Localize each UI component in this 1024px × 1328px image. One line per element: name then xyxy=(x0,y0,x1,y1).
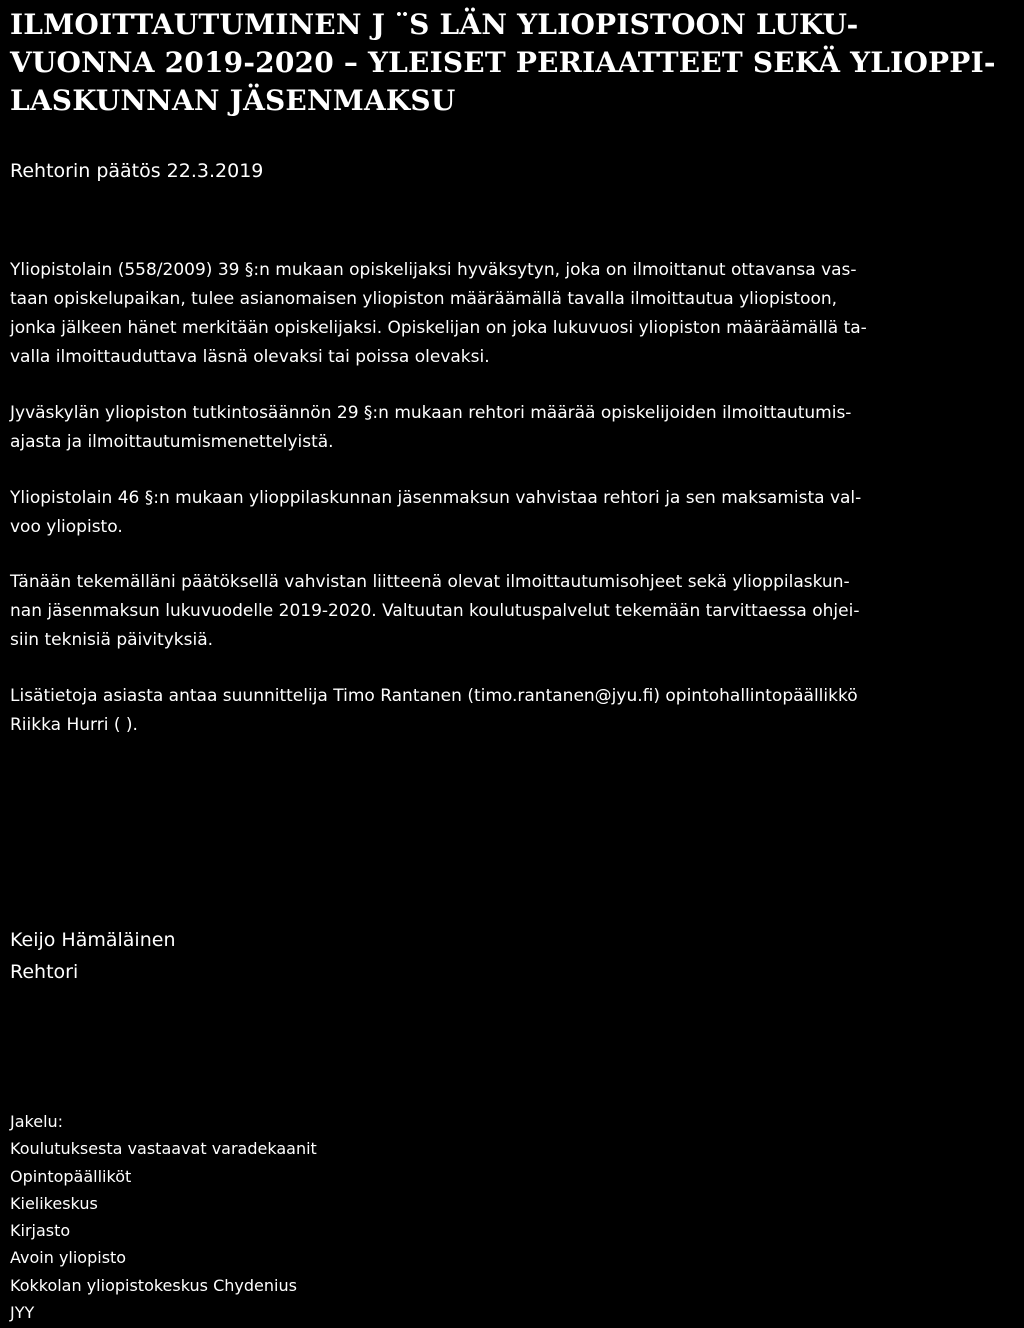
paragraph-line: Yliopistolain 46 §:n mukaan ylioppilaskunnan jäsenmaksun vahvistaa rehtori ja sen maksamista val- xyxy=(10,488,862,508)
paragraph-line: ajasta ja ilmoittautumismenettelyistä. xyxy=(10,432,334,452)
distribution-list xyxy=(10,1108,317,1326)
distribution-item: Avoin yliopisto xyxy=(10,1248,127,1268)
distribution-item: Kirjasto xyxy=(10,1221,71,1241)
signatory-name: Keijo Hämäläinen xyxy=(10,929,176,951)
paragraph-line: taan opiskelupaikan, tulee asianomaisen yliopiston määräämällä tavalla ilmoittautua yliopistoon, xyxy=(10,289,838,309)
paragraph-line: valla ilmoittauduttava läsnä olevaksi tai poissa olevaksi. xyxy=(10,347,490,367)
title-line: VUONNA 2019-2020 – YLEISET PERIAATTEET SEKÄ YLIOPPI- xyxy=(10,46,996,79)
distribution-item: Kielikeskus xyxy=(10,1193,98,1213)
signature-block xyxy=(10,924,175,988)
document-title xyxy=(10,6,1010,120)
title-line: ILMOITTAUTUMINEN J ¨S LÄN YLIOPISTOON LUKU- xyxy=(10,8,859,41)
decision-date: Rehtorin päätös 22.3.2019 xyxy=(10,160,264,182)
paragraph-university-act-46 xyxy=(10,484,1015,542)
paragraph-line: Lisätietoja asiasta antaa suunnittelija Timo Rantanen (timo.rantanen@jyu.fi) opintohallintopäällikkö xyxy=(10,686,858,706)
paragraph-line: nan jäsenmaksun lukuvuodelle 2019-2020. Valtuutan koulutuspalvelut tekemään tarvittaessa ohjei- xyxy=(10,601,860,621)
distribution-heading: Jakelu: xyxy=(10,1112,64,1131)
distribution-item: Kokkolan yliopistokeskus Chydenius xyxy=(10,1275,297,1295)
paragraph-line: Tänään tekemälläni päätöksellä vahvistan liitteenä olevat ilmoittautumisohjeet sekä ylioppilaskun- xyxy=(10,572,850,592)
distribution-item: JYY xyxy=(10,1303,35,1323)
title-line: LASKUNNAN JÄSENMAKSU xyxy=(10,84,456,117)
paragraph-degree-regulations xyxy=(10,399,1015,457)
paragraph-decision xyxy=(10,568,1015,655)
paragraph-line: Yliopistolain (558/2009) 39 §:n mukaan opiskelijaksi hyväksytyn, joka on ilmoittanut ottavansa vas- xyxy=(10,260,857,280)
paragraph-line: voo yliopisto. xyxy=(10,517,123,537)
signatory-role: Rehtori xyxy=(10,961,79,983)
paragraph-university-act-39 xyxy=(10,256,1015,372)
paragraph-line: Jyväskylän yliopiston tutkintosäännön 29 §:n mukaan rehtori määrää opiskelijoiden ilmoittautumis- xyxy=(10,403,852,423)
distribution-item: Koulutuksesta vastaavat varadekaanit xyxy=(10,1139,317,1159)
paragraph-contact-info xyxy=(10,682,1015,740)
paragraph-line: siin teknisiä päivityksiä. xyxy=(10,630,214,650)
paragraph-line: Riikka Hurri ( ). xyxy=(10,715,138,735)
distribution-item: Opintopäälliköt xyxy=(10,1166,132,1186)
paragraph-line: jonka jälkeen hänet merkitään opiskelijaksi. Opiskelijan on joka lukuvuosi yliopiston määräämällä ta- xyxy=(10,318,867,338)
